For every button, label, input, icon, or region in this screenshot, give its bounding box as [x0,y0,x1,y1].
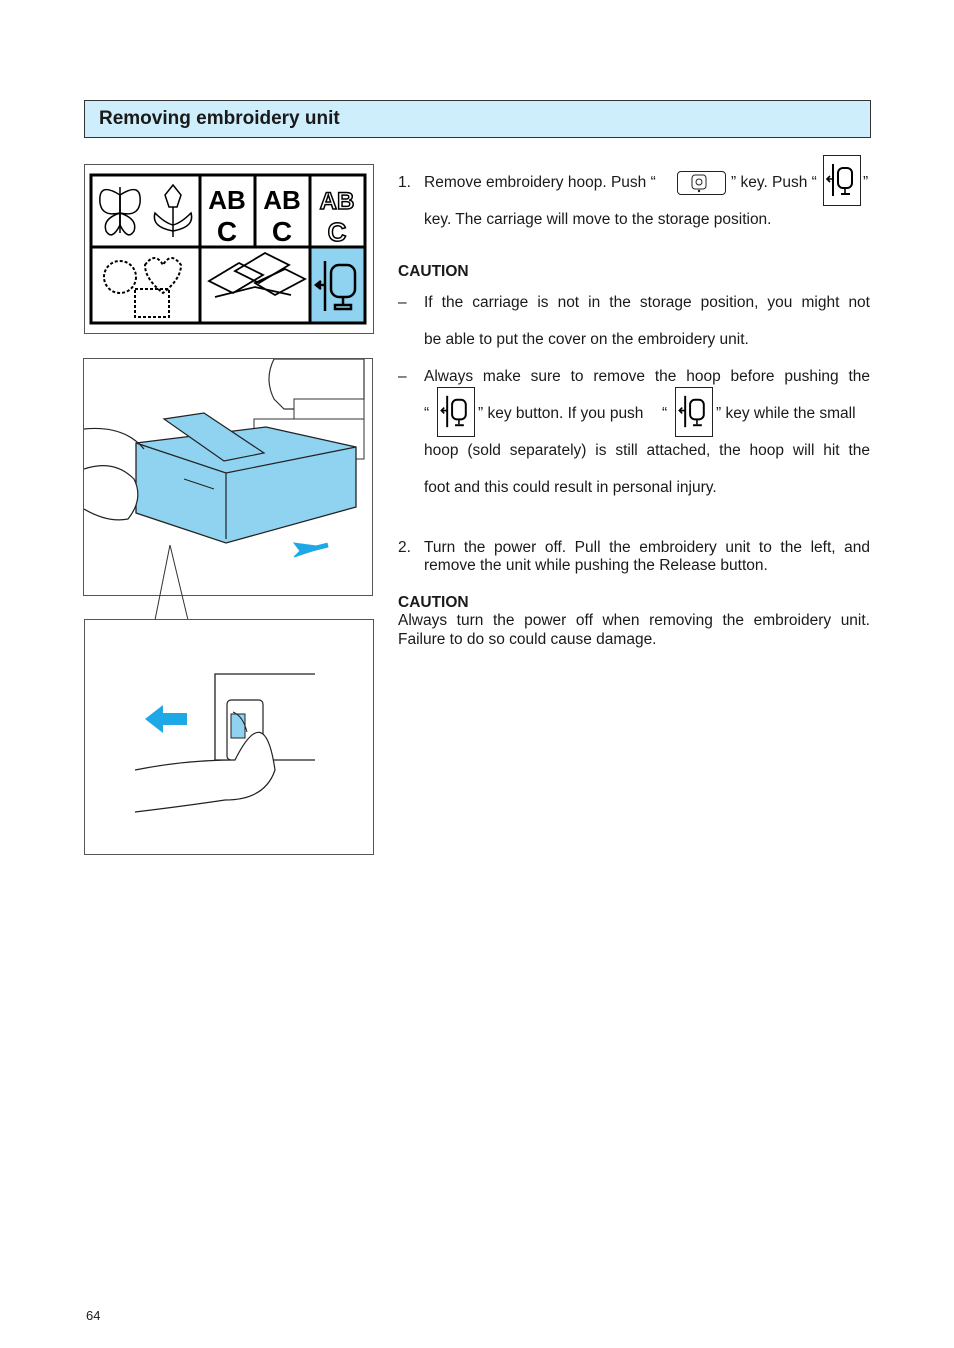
section-title: Removing embroidery unit [99,108,340,129]
svg-text:C: C [216,216,238,247]
carriage-storage-key-3[interactable] [675,387,713,437]
bullet1-line1: If the carriage is not in the storage position, you might not [424,294,870,311]
step2-line2: remove the unit while pushing the Release button. [424,557,768,574]
bullet2-open-quote: “ [424,405,430,422]
caution-heading-2: CAUTION [398,594,469,611]
step1-line2: key. The carriage will move to the storage position. [424,211,772,228]
bullet1-dash: – [398,294,407,311]
flower-icon [678,172,725,194]
embroidery-unit-illustration [84,359,372,595]
step1-line1: Remove embroidery hoop. Push “ [424,174,656,191]
ab-key-1-letters: AB [208,185,246,215]
carriage-storage-icon [676,388,712,436]
bullet2-line4: foot and this could result in personal injury. [424,479,717,496]
release-button-illustration [85,620,373,854]
ab-key-2-letters: AB [263,185,301,215]
caution-heading-1: CAUTION [398,263,469,280]
step1-number: 1. [398,174,411,191]
svg-text:AB: AB [319,188,355,215]
bullet2-line2a: ” key button. If you push [478,405,644,422]
embroidery-unit-figure [83,358,373,596]
carriage-storage-key-2[interactable] [437,387,475,437]
step1-close-quote: ” [863,174,869,191]
carriage-storage-icon [438,388,474,436]
pull-left-arrow-icon [145,705,187,733]
caution2-line1: Always turn the power off when removing the embroidery unit. [398,612,870,629]
section-title-bar [84,100,871,138]
step2-line1: Turn the power off. Pull the embroidery unit to the left, and [424,539,870,556]
bullet2-open-quote-2: “ [662,405,668,422]
bullet2-line2b: ” key while the small [716,405,856,422]
step2-number: 2. [398,539,411,556]
release-button-figure [84,619,374,855]
caution2-line2: Failure to do so could cause damage. [398,631,657,648]
page-number: 64 [86,1308,101,1323]
step1-line1b: ” key. Push “ [731,174,817,191]
svg-text:C: C [271,216,293,247]
bullet1-line2: be able to put the cover on the embroidery unit. [424,331,749,348]
carriage-storage-key-1[interactable] [823,155,861,206]
lcd-panel-figure [84,164,374,334]
bullet2-line3: hoop (sold separately) is still attached, the hoop will hit the [424,442,870,459]
lcd-panel-illustration [85,165,373,333]
bullet2-line1: Always make sure to remove the hoop before pushing the [424,368,870,385]
svg-text:C: C [327,217,347,247]
embroidery-key-button[interactable] [677,171,726,195]
carriage-storage-icon [824,156,860,205]
bullet2-dash: – [398,368,407,385]
